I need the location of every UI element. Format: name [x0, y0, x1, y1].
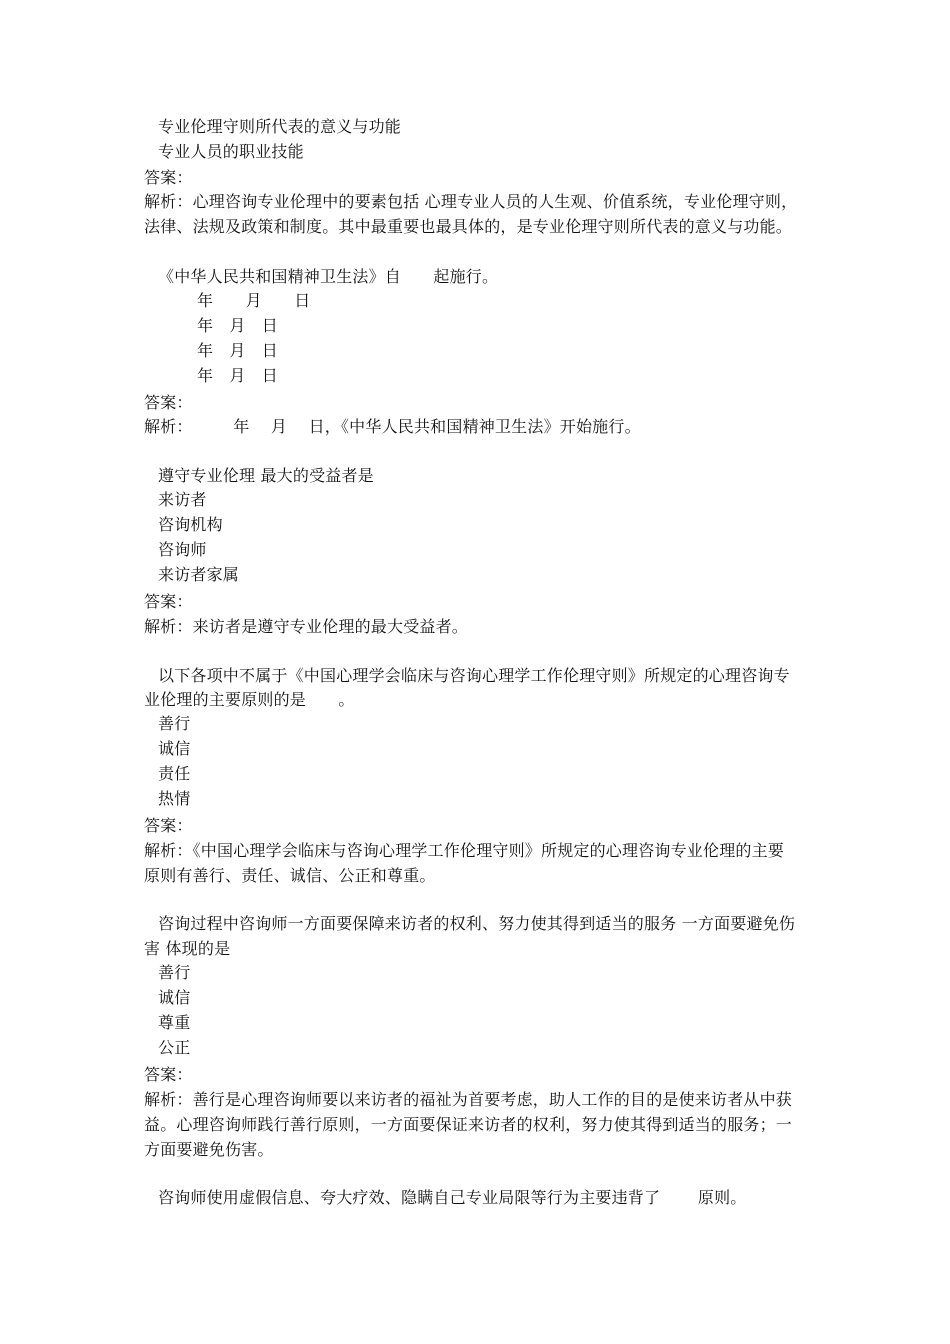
q5-analysis-line-3: 方面要避免伤害。 — [144, 1140, 274, 1159]
q5-answer-label: 答案： — [144, 1065, 193, 1084]
q1-analysis-line-1: 解析：心理咨询专业伦理中的要素包括 心理专业人员的人生观、价值系统，专业伦理守则， — [144, 192, 798, 211]
q4-analysis-line-1: 解析：《中国心理学会临床与咨询心理学工作伦理守则》所规定的心理咨询专业伦理的主要 — [144, 841, 785, 860]
q3-option-2: 咨询机构 — [158, 515, 223, 534]
q3-analysis: 解析：来访者是遵守专业伦理的最大受益者。 — [144, 617, 469, 636]
q2-option-2: 年 月 日 — [197, 316, 279, 335]
q1-option-1: 专业伦理守则所代表的意义与功能 — [158, 117, 402, 136]
q5-question-line-2: 害 体现的是 — [144, 939, 231, 958]
q5-question-line-1: 咨询过程中咨询师一方面要保障来访者的权利、努力使其得到适当的服务 一方面要避免伤 — [158, 914, 796, 933]
q2-question: 《中华人民共和国精神卫生法》自 起施行。 — [158, 267, 499, 286]
q4-question-line-2: 业伦理的主要原则的是 。 — [144, 690, 355, 709]
q5-option-4: 公正 — [158, 1038, 191, 1057]
q2-option-1: 年 月 日 — [197, 291, 311, 310]
q1-option-2: 专业人员的职业技能 — [158, 142, 304, 161]
q4-option-4: 热情 — [158, 789, 191, 808]
q5-option-3: 尊重 — [158, 1013, 191, 1032]
q2-answer-label: 答案： — [144, 393, 193, 412]
q2-option-3: 年 月 日 — [197, 341, 279, 360]
q3-option-4: 来访者家属 — [158, 565, 240, 584]
q5-analysis-line-2: 益。心理咨询师践行善行原则，一方面要保证来访者的权利，努力使其得到适当的服务；一 — [144, 1115, 793, 1134]
q3-option-1: 来访者 — [158, 490, 207, 509]
q3-option-3: 咨询师 — [158, 540, 207, 559]
q4-option-1: 善行 — [158, 714, 191, 733]
q5-option-1: 善行 — [158, 963, 191, 982]
q5-option-2: 诚信 — [158, 988, 191, 1007]
q2-analysis: 解析： 年 月 日，《中华人民共和国精神卫生法》开始施行。 — [144, 417, 641, 436]
q1-answer-label: 答案： — [144, 168, 193, 187]
q4-analysis-line-2: 原则有善行、责任、诚信、公正和尊重。 — [144, 866, 436, 885]
q1-analysis-line-2: 法律、法规及政策和制度。其中最重要也最具体的，是专业伦理守则所代表的意义与功能。 — [144, 217, 793, 236]
q2-option-4: 年 月 日 — [197, 366, 279, 385]
q4-option-2: 诚信 — [158, 739, 191, 758]
q4-question-line-1: 以下各项中不属于《中国心理学会临床与咨询心理学工作伦理守则》所规定的心理咨询专 — [158, 666, 790, 685]
q6-question: 咨询师使用虚假信息、夸大疗效、隐瞒自己专业局限等行为主要违背了 原则。 — [158, 1188, 747, 1207]
q5-analysis-line-1: 解析：善行是心理咨询师要以来访者的福祉为首要考虑，助人工作的目的是使来访者从中获 — [144, 1090, 793, 1109]
q3-answer-label: 答案： — [144, 592, 193, 611]
q3-question: 遵守专业伦理 最大的受益者是 — [158, 466, 374, 485]
q4-option-3: 责任 — [158, 764, 191, 783]
q4-answer-label: 答案： — [144, 816, 193, 835]
